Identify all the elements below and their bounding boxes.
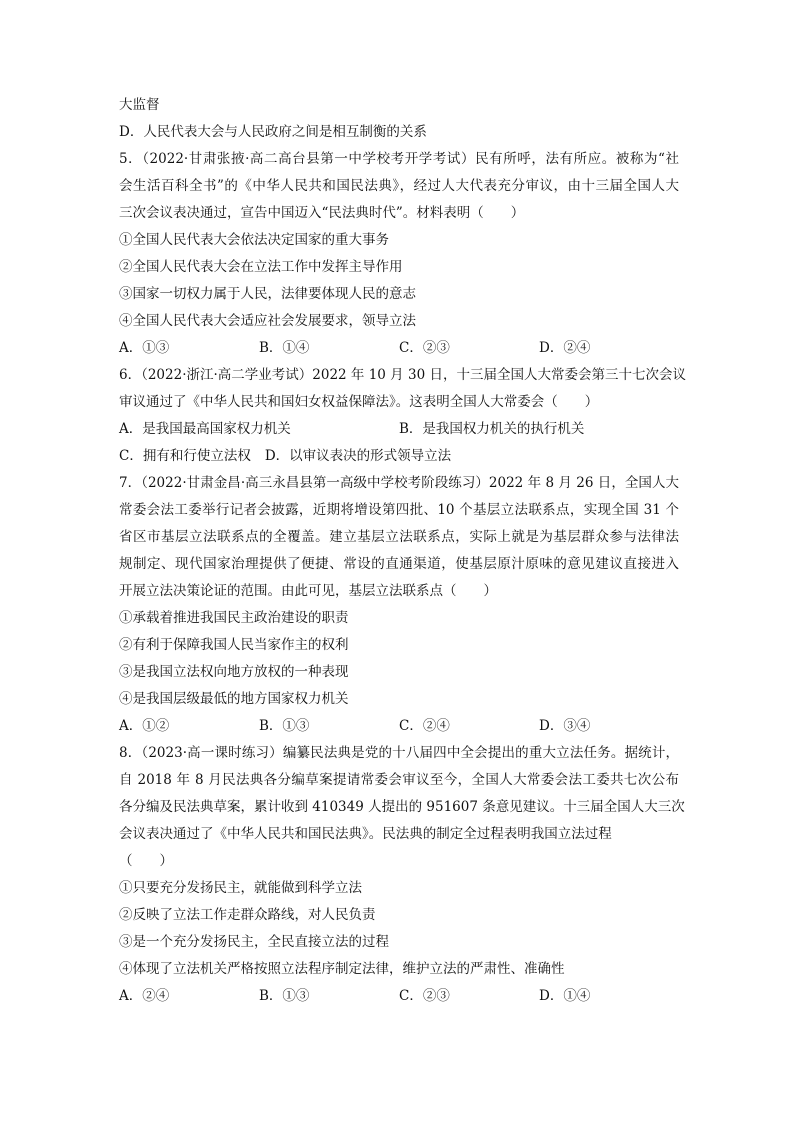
question-6 [119, 362, 686, 470]
question-stem-line: 7．（2022·甘肃金昌·高三永昌县第一高级中学校考阶段练习）2022 年 8 月 26 日，全国人大 [119, 475, 679, 491]
question-stem-line: 8．（2023·高一课时练习）编纂民法典是党的十八届四中全会提出的重大立法任务。据统计， [119, 745, 679, 761]
question-stem-line: 5．（2022·甘肃张掖·高二高台县第一中学校考开学考试）民有所呼，法有所应。被称为“社 [119, 151, 679, 167]
answer-options [119, 713, 679, 740]
question-stem-line: （ ） [119, 853, 173, 869]
option-a[interactable]: A．是我国最高国家权力机关 [119, 421, 291, 437]
option-b[interactable]: B．①④ [259, 340, 310, 356]
question-stem-line: 三次会议表决通过，宣告中国迈入“民法典时代”。材料表明（ ） [119, 205, 525, 221]
question-stem-line: 会议表决通过了《中华人民共和国民法典》。民法典的制定全过程表明我国立法过程 [119, 826, 612, 842]
option-b[interactable]: B．①③ [259, 988, 310, 1004]
option-c[interactable]: C．②③ [399, 988, 450, 1004]
answer-options [119, 983, 679, 1010]
statement-item: ④体现了立法机关严格按照立法程序制定法律，维护立法的严肃性、准确性 [119, 961, 565, 977]
statement-item: ②全国人民代表大会在立法工作中发挥主导作用 [119, 259, 403, 275]
option-c[interactable]: C．②③ [399, 340, 450, 356]
option-c[interactable]: C．②④ [399, 718, 450, 734]
statement-item: ③是一个充分发扬民主，全民直接立法的过程 [119, 934, 389, 950]
question-stem-line: 常委会法工委举行记者会披露，近期将增设第四批、10 个基层立法联系点，实现全国 31 个 [119, 502, 679, 518]
option-a[interactable]: A．②④ [119, 988, 170, 1004]
statement-item: ④是我国层级最低的地方国家权力机关 [119, 691, 349, 707]
statement-item: ④全国人民代表大会适应社会发展要求，领导立法 [119, 313, 416, 329]
continuation-text: 大监督 [119, 97, 160, 113]
answer-options [119, 416, 679, 443]
option-b[interactable]: B．是我国权力机关的执行机关 [399, 421, 585, 437]
option-a[interactable]: A．①② [119, 718, 170, 734]
statement-item: ①全国人民代表大会依法决定国家的重大事务 [119, 232, 389, 248]
statement-item: ②有利于保障我国人民当家作主的权利 [119, 637, 349, 653]
question-stem-line: 自 2018 年 8 月民法典各分编草案提请常委会审议至今，全国人大常委会法工委共七次公布 [119, 772, 679, 788]
statement-item: ②反映了立法工作走群众路线，对人民负责 [119, 907, 376, 923]
question-stem-line: 各分编及民法典草案，累计收到 410349 人提出的 951607 条意见建议。十三届全国人大三次 [119, 799, 685, 815]
question-stem-line: 6．（2022·浙江·高二学业考试）2022 年 10 月 30 日，十三届全国人大常委会第三十七次会议 [119, 367, 686, 383]
option-a[interactable]: A．①③ [119, 340, 170, 356]
question-stem-line: 规制定、现代国家治理提供了便捷、常设的直通渠道，使基层原汁原味的意见建议直接进入 [119, 556, 679, 572]
question-7 [119, 470, 679, 740]
option-d[interactable]: D．②④ [539, 340, 591, 356]
question-stem-line: 会生活百科全书”的《中华人民共和国民法典》，经过人大代表充分审议，由十三届全国人大 [119, 178, 679, 194]
option-c[interactable]: C．拥有和行使立法权 [119, 448, 251, 464]
option-d[interactable]: D．以审议表决的形式领导立法 [264, 448, 452, 464]
answer-options [119, 335, 679, 362]
question-8 [119, 740, 685, 1010]
exam-page [119, 92, 686, 1010]
option-b[interactable]: B．①③ [259, 718, 310, 734]
statement-item: ③是我国立法权向地方放权的一种表现 [119, 664, 349, 680]
option-d[interactable]: D．①④ [539, 988, 591, 1004]
option-d-prev: D．人民代表大会与人民政府之间是相互制衡的关系 [119, 124, 427, 140]
question-5 [119, 146, 679, 362]
option-d[interactable]: D．③④ [539, 718, 591, 734]
question-stem-line: 开展立法决策论证的范围。由此可见，基层立法联系点（ ） [119, 583, 497, 599]
statement-item: ①承载着推进我国民主政治建设的职责 [119, 610, 349, 626]
question-stem-line: 审议通过了《中华人民共和国妇女权益保障法》。这表明全国人大常委会（ ） [119, 394, 599, 410]
question-stem-line: 省区市基层立法联系点的全覆盖。建立基层立法联系点，实际上就是为基层群众参与法律法 [119, 529, 679, 545]
statement-item: ③国家一切权力属于人民，法律要体现人民的意志 [119, 286, 416, 302]
answer-options [119, 443, 679, 470]
statement-item: ①只要充分发扬民主，就能做到科学立法 [119, 880, 362, 896]
